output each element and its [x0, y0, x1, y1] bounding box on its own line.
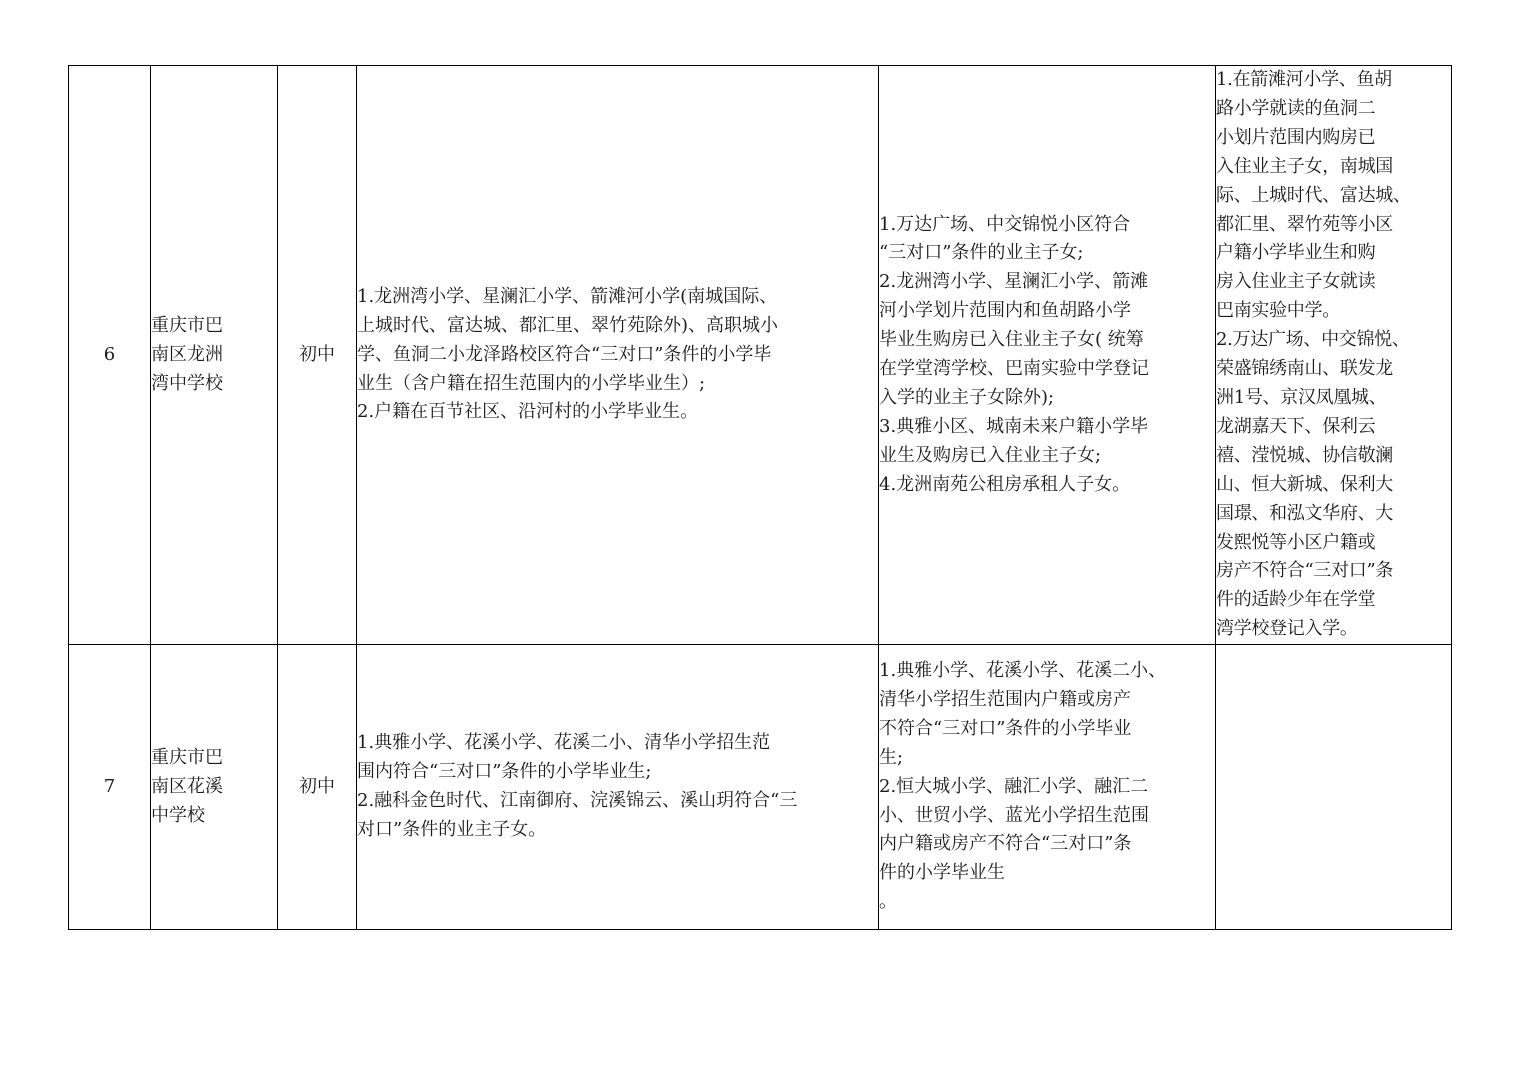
school-level: 初中 [299, 343, 335, 365]
supplementary-scope-cell [879, 645, 1216, 930]
supplementary-scope-line: 小、世贸小学、蓝光小学招生范围 [879, 804, 1149, 826]
table-row [69, 645, 1452, 930]
notes-line: 国璟、和泓文华府、大 [1216, 502, 1393, 524]
school-name-line: 南区花溪 [151, 775, 223, 797]
school-name-line: 重庆市巴 [151, 746, 223, 768]
enrollment-scope-line: 2.户籍在百节社区、沿河村的小学毕业生。 [357, 401, 699, 423]
notes-line: 荣盛锦绣南山、联发龙 [1216, 358, 1393, 380]
notes-line: 房入住业主子女就读 [1216, 271, 1376, 293]
notes-line: 件的适龄少年在学堂 [1216, 589, 1376, 611]
enrollment-scope-line: 1.典雅小学、花溪小学、花溪二小、清华小学招生范 [357, 732, 771, 754]
notes-line: 洲1号、京汉凤凰城、 [1216, 386, 1387, 408]
notes-line: 路小学就读的鱼洞二 [1216, 97, 1376, 119]
supplementary-scope-line: 2.恒大城小学、融汇小学、融汇二 [879, 775, 1149, 797]
school-name-line: 中学校 [151, 804, 205, 826]
supplementary-scope-line: 河小学划片范围内和鱼胡路小学 [879, 300, 1131, 322]
supplementary-scope-line: “三对口”条件的业主子女; [879, 242, 1084, 264]
school-name-line: 湾中学校 [151, 372, 223, 394]
notes-line: 山、恒大新城、保利大 [1216, 473, 1393, 495]
row-index: 6 [103, 343, 116, 365]
row-index-cell [69, 645, 151, 930]
notes-line: 入住业主子女，南城国 [1216, 155, 1393, 177]
supplementary-scope-line: 1.万达广场、中交锦悦小区符合 [879, 213, 1131, 235]
notes-line: 房产不符合“三对口”条 [1216, 560, 1394, 582]
enrollment-scope-line: 2.融科金色时代、江南御府、浣溪锦云、溪山玥符合“三 [357, 790, 798, 812]
enrollment-scope-line: 上城时代、富达城、都汇里、翠竹苑除外)、高职城小 [357, 314, 779, 336]
row-index-cell [69, 66, 151, 645]
enrollment-scope-line: 业生（含户籍在招生范围内的小学毕业生）; [357, 372, 706, 394]
supplementary-scope-line: 。 [879, 891, 897, 913]
school-level-cell [278, 66, 357, 645]
school-level: 初中 [299, 775, 335, 797]
supplementary-scope-line: 不符合“三对口”条件的小学毕业 [879, 717, 1132, 739]
school-name-cell [151, 66, 278, 645]
school-name-cell [151, 645, 278, 930]
supplementary-scope-line: 2.龙洲湾小学、星澜汇小学、箭滩 [879, 271, 1149, 293]
supplementary-scope-line: 业生及购房已入住业主子女; [879, 444, 1102, 466]
supplementary-scope-line: 入学的业主子女除外); [879, 386, 1055, 408]
notes-line: 禧、滢悦城、协信敬澜 [1216, 444, 1393, 466]
notes-cell [1216, 645, 1452, 930]
notes-cell [1216, 66, 1452, 645]
supplementary-scope-line: 清华小学招生范围内户籍或房产 [879, 688, 1131, 710]
school-level-cell [278, 645, 357, 930]
supplementary-scope-line: 生; [879, 746, 904, 768]
enrollment-scope-line: 学、鱼洞二小龙泽路校区符合“三对口”条件的小学毕 [357, 343, 772, 365]
enrollment-scope-line: 对口”条件的业主子女。 [357, 819, 547, 841]
supplementary-scope-line: 4.龙洲南苑公租房承租人子女。 [879, 473, 1131, 495]
row-index: 7 [103, 775, 116, 797]
notes-line: 1.在箭滩河小学、鱼胡 [1216, 69, 1392, 90]
notes-line: 龙湖嘉天下、保利云 [1216, 415, 1376, 437]
notes-line: 湾学校登记入学。 [1216, 618, 1358, 640]
enrollment-scope-line: 围内符合“三对口”条件的小学毕业生; [357, 761, 652, 783]
notes-line: 发熙悦等小区户籍或 [1216, 531, 1376, 553]
supplementary-scope-line: 毕业生购房已入住业主子女( 统筹 [879, 329, 1144, 351]
enrollment-scope-cell [357, 645, 879, 930]
supplementary-scope-line: 件的小学毕业生 [879, 862, 1005, 884]
supplementary-scope-line: 在学堂湾学校、巴南实验中学登记 [879, 358, 1149, 380]
admission-table [68, 65, 1452, 930]
school-name-line: 南区龙洲 [151, 343, 223, 365]
supplementary-scope-line: 内户籍或房产不符合“三对口”条 [879, 833, 1132, 855]
notes-line: 际、上城时代、富达城、 [1216, 184, 1411, 206]
notes-line: 小划片范围内购房已 [1216, 126, 1376, 148]
notes-line: 都汇里、翠竹苑等小区 [1216, 213, 1393, 235]
enrollment-scope-line: 1.龙洲湾小学、星澜汇小学、箭滩河小学(南城国际、 [357, 285, 778, 307]
supplementary-scope-line: 1.典雅小学、花溪小学、花溪二小、 [879, 660, 1167, 682]
notes-line: 2.万达广场、中交锦悦、 [1216, 329, 1410, 351]
supplementary-scope-line: 3.典雅小区、城南未来户籍小学毕 [879, 415, 1149, 437]
supplementary-scope-cell [879, 66, 1216, 645]
school-name-line: 重庆市巴 [151, 314, 223, 336]
enrollment-scope-cell [357, 66, 879, 645]
notes-line: 户籍小学毕业生和购 [1216, 242, 1376, 264]
table-row [69, 66, 1452, 645]
notes-line: 巴南实验中学。 [1216, 300, 1340, 322]
